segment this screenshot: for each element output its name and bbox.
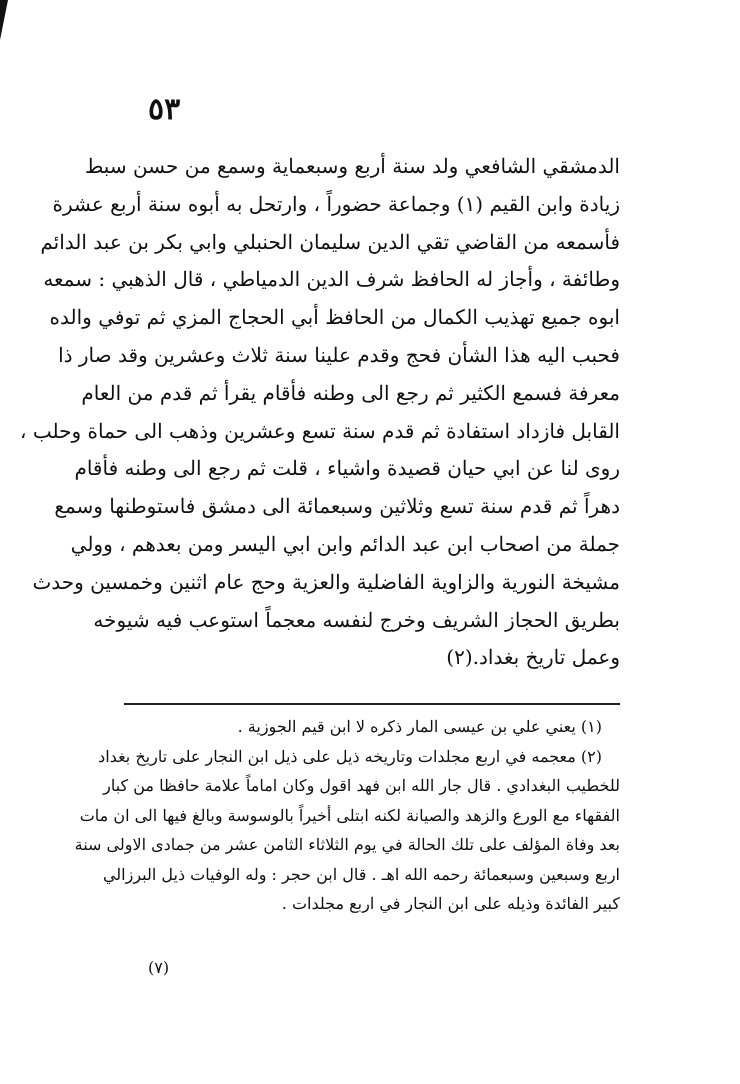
page-corner-mark [0,0,8,40]
main-text-line: روى لنا عن ابي حيان قصيدة واشياء ، قلت ثم رجع الى وطنه فأقام [74,456,620,481]
main-text-line: جملة من اصحاب ابن عبد الدائم وابن ابي اليسر ومن بعدهم ، وولي [70,531,620,556]
main-text-line: القابل فازداد استفادة ثم قدم سنة تسع وعشرين وذهب الى حماة وحلب ، [20,418,620,443]
main-text-line: زيادة وابن القيم (١) وجماعة حضوراً ، وارتحل به أبوه سنة أربع عشرة [52,191,620,216]
main-text-line: ابوه جميع تهذيب الكمال من الحافظ أبي الحجاج المزي ثم توفي والده [49,305,620,330]
footnote-1: (١) يعني علي بن عيسى المار ذكره لا ابن قيم الجوزية . [237,717,602,736]
main-text-line: فحبب اليه هذا الشأن فحج وقدم علينا سنة ثلاث وعشرين وقد صار ذا [58,342,620,367]
footnote-2-line: اربع وسبعين وسبعمائة رحمه الله اهـ . قال ابن حجر : وله الوفيات ذيل البرزالي [102,864,620,884]
main-text-line: معرفة فسمع الكثير ثم رجع الى وطنه فأقام يقرأ ثم قدم من العام [81,380,620,405]
main-text-line: مشيخة النورية والزاوية الفاضلية والعزية وحج عام اثنين وخمسين وحدث [32,569,620,594]
main-text-line: فأسمعه من القاضي تقي الدين سليمان الحنبلي وابي بكر بن عبد الدائم [40,229,620,254]
footnote-2-line: للخطيب البغدادي . قال جار الله ابن فهد اقول وكان اماماً علامة حافظا من كبار [103,776,620,795]
footnote-2-line: (٢) معجمه في اربع مجلدات وتاريخه ذيل على ذيل ابن النجار على تاريخ بغداد [98,746,602,766]
main-text-block [20,148,620,677]
footnote-2-line: بعد وفاة المؤلف على تلك الحالة في يوم الثلاثاء الثامن عشر من جمادى الاولى سنة [74,835,620,854]
footnote-2-line: كبير الفائدة وذيله على ابن النجار في اربع مجلدات . [281,894,620,913]
page-number: ٥٣ [148,92,181,127]
signature-marker: (٧) [148,958,170,977]
main-text-line: وطائفة ، وأجاز له الحافظ شرف الدين الدمياطي ، قال الذهبي : سمعه [43,267,620,292]
main-text-line: وعمل تاريخ بغداد.(٢) [446,645,620,670]
main-text-line: بطريق الحجاز الشريف وخرج لنفسه معجماً استوعب فيه شيوخه [93,607,620,632]
footnote-divider [124,703,620,705]
main-text-line: الدمشقي الشافعي ولد سنة أربع وسبعماية وسمع من حسن سبط [84,154,620,178]
footnote-2-line: الفقهاء مع الورع والزهد والصيانة لكنه ابتلى أخيراً بالوسوسة وبالغ فيها الى ان مات [79,805,620,825]
footnotes-block [74,712,620,919]
main-text-line: دهراً ثم قدم سنة تسع وثلاثين وسبعمائة الى دمشق فاستوطنها وسمع [54,494,620,519]
